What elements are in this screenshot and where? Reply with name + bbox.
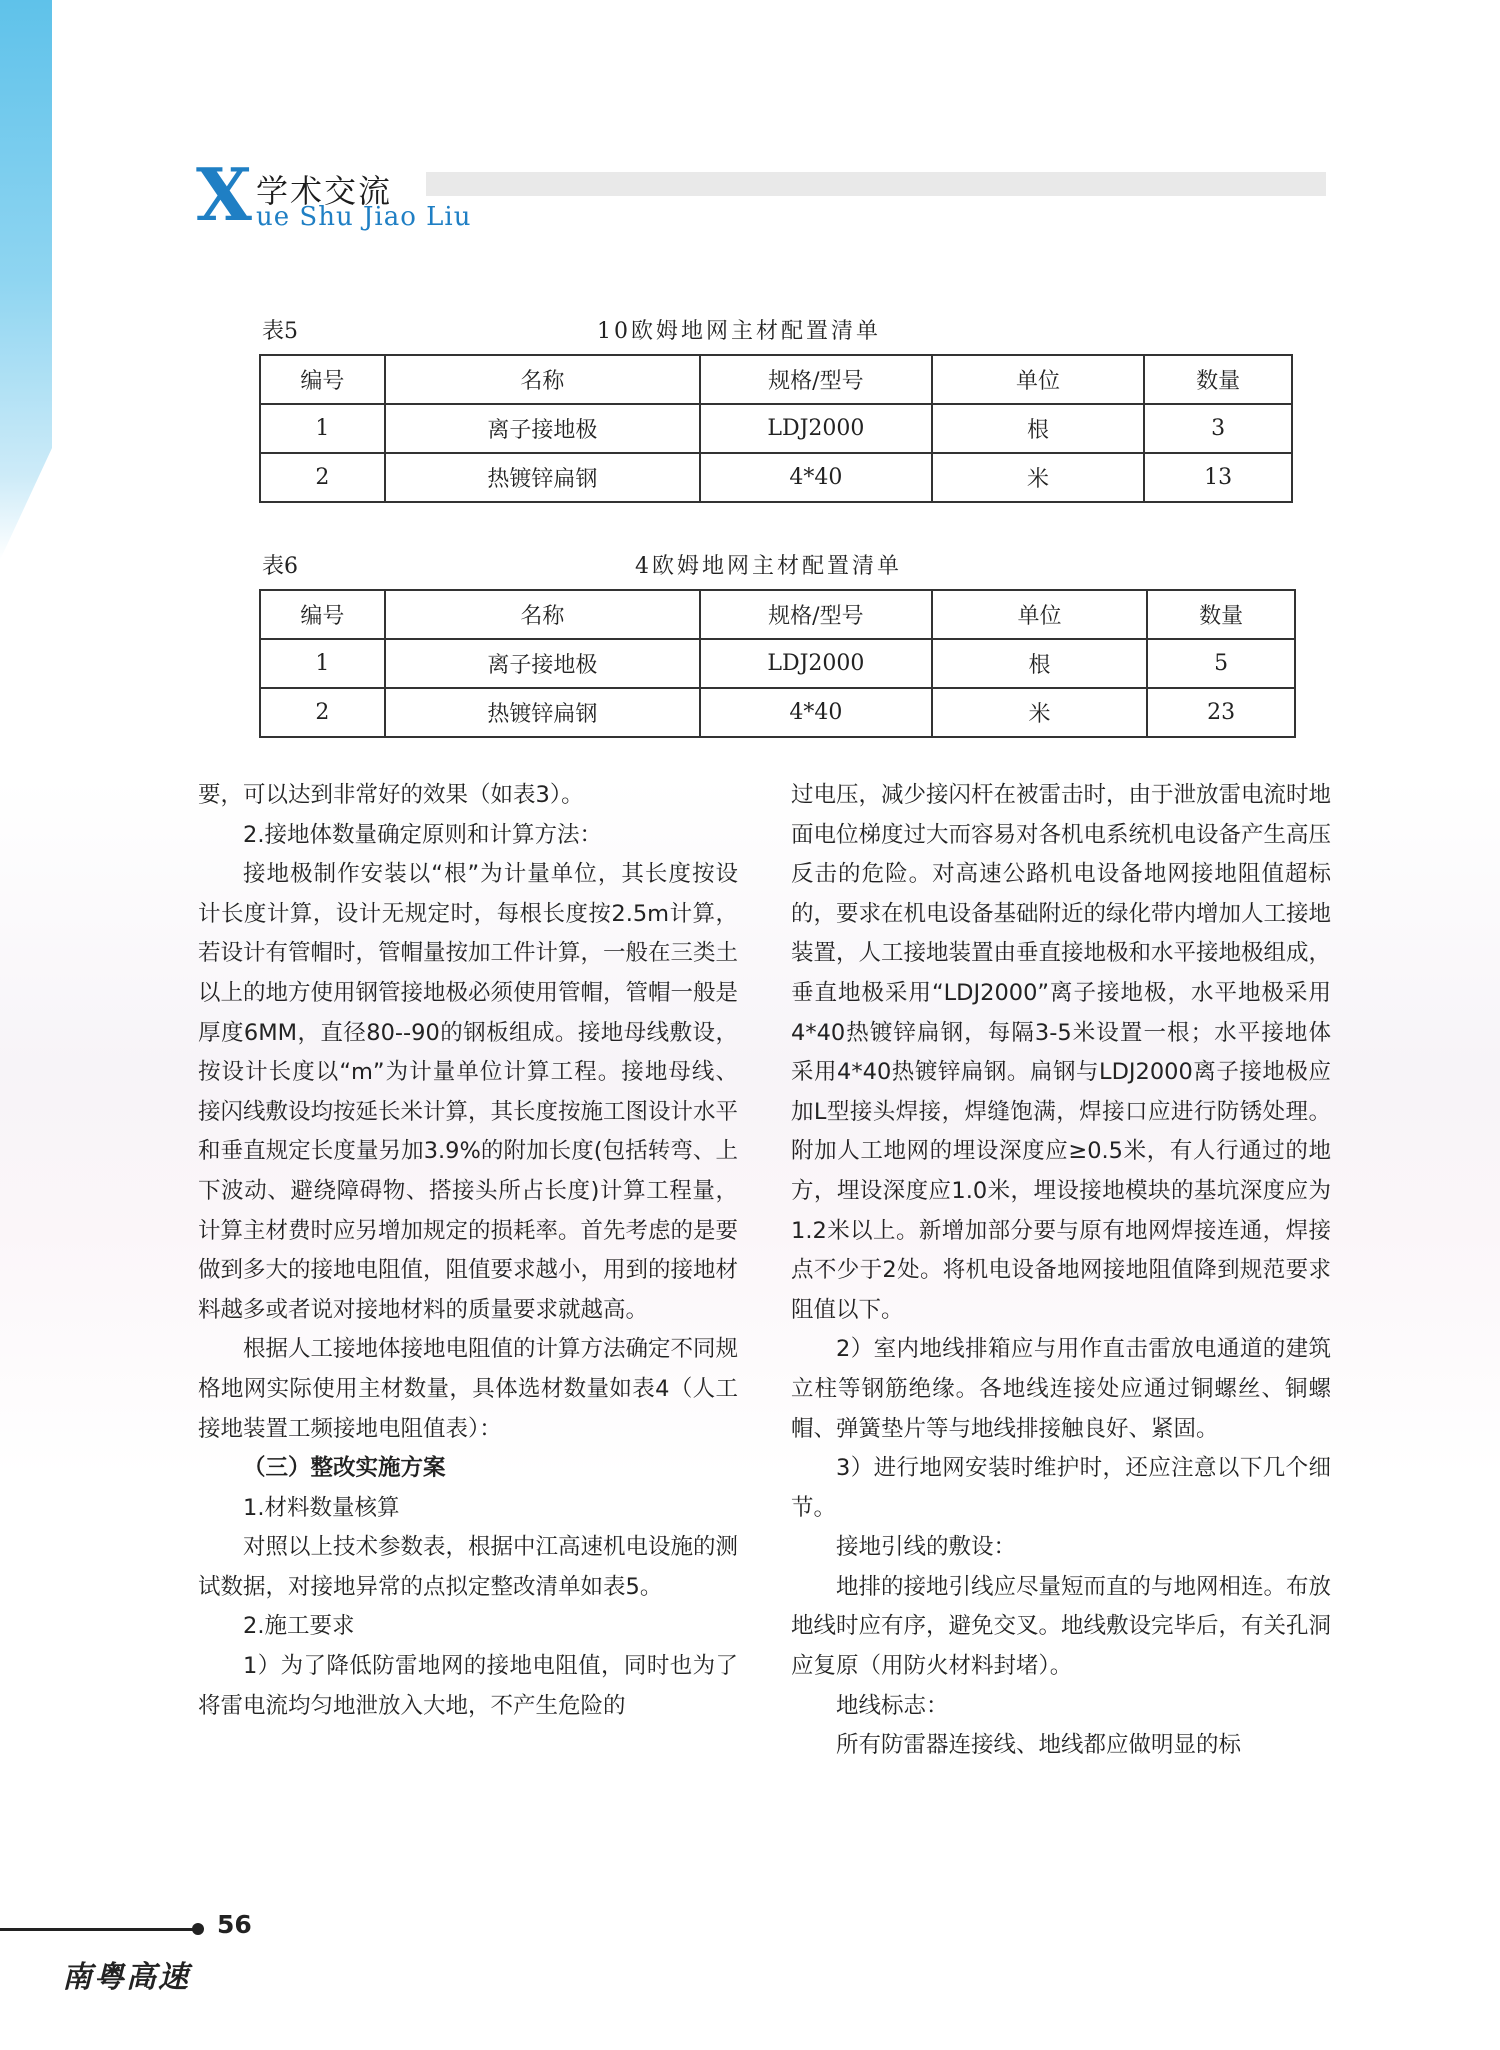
paragraph: 根据人工接地体接地电阻值的计算方法确定不同规格地网实际使用主材数量，具体选材数量如表4（人工接地装置工频接地电阻值表）： [198, 1336, 739, 1442]
table-cell: 根 [932, 639, 1148, 688]
header-cell: 单位 [932, 355, 1145, 404]
subheading: 1.材料数量核算 [243, 1494, 400, 1521]
table6-title: 4欧姆地网主材配置清单 [635, 554, 902, 579]
subheading: 2.接地体数量确定原则和计算方法： [243, 821, 602, 848]
paragraph: 要，可以达到非常好的效果（如表3）。 [198, 782, 584, 808]
table-cell: 热镀锌扁钢 [385, 453, 700, 502]
paragraph: 3）进行地网安装时维护时，还应注意以下几个细节。 [791, 1455, 1331, 1521]
header-cell: 单位 [932, 590, 1148, 639]
table-row [260, 453, 1292, 502]
table5-label: 表5 [262, 319, 298, 344]
section-header [196, 152, 1326, 237]
table-cell: 根 [932, 404, 1145, 453]
table-cell: 离子接地极 [385, 639, 700, 688]
table-cell: 米 [932, 453, 1145, 502]
header-title-cn: 学术交流 [256, 172, 393, 210]
table-cell: 23 [1147, 688, 1295, 737]
table6 [259, 589, 1296, 738]
subheading: 2.施工要求 [243, 1613, 355, 1640]
header-cell: 规格/型号 [700, 590, 932, 639]
header-cell: 数量 [1147, 590, 1295, 639]
side-accent-stripe [0, 0, 52, 560]
subheading: 地线标志： [836, 1692, 949, 1719]
table6-label: 表6 [262, 554, 298, 579]
footer-dot [192, 1923, 204, 1935]
header-cell: 规格/型号 [700, 355, 932, 404]
table-cell: 2 [260, 688, 385, 737]
table-cell: LDJ2000 [700, 639, 932, 688]
table5 [259, 354, 1293, 503]
header-initial: X [196, 152, 252, 237]
table5-title: 10欧姆地网主材配置清单 [597, 319, 881, 344]
section-heading: （三）整改实施方案 [243, 1455, 446, 1482]
footer-rule [0, 1928, 198, 1931]
table-cell: 热镀锌扁钢 [385, 688, 700, 737]
table-cell: 13 [1144, 453, 1292, 502]
header-cell: 名称 [385, 590, 700, 639]
table-cell: 1 [260, 404, 385, 453]
table-row [260, 404, 1292, 453]
table-cell: 3 [1144, 404, 1292, 453]
table-cell: 离子接地极 [385, 404, 700, 453]
page-number: 56 [217, 1910, 252, 1939]
table-row [260, 639, 1295, 688]
paragraph: 2）室内地线排箱应与用作直击雷放电通道的建筑立柱等钢筋绝缘。各地线连接处应通过铜螺丝、铜螺帽、弹簧垫片等与地线排接触良好、紧固。 [791, 1336, 1331, 1442]
table-cell: 2 [260, 453, 385, 502]
paragraph: 所有防雷器连接线、地线都应做明显的标 [836, 1732, 1242, 1759]
paragraph: 1）为了降低防雷地网的接地电阻值，同时也为了将雷电流均匀地泄放入大地，不产生危险的 [198, 1653, 738, 1719]
paragraph: 对照以上技术参数表，根据中江高速机电设施的测试数据，对接地异常的点拟定整改清单如表5。 [198, 1534, 739, 1600]
magazine-logo: 南粤高速 [62, 1960, 190, 1995]
subheading: 接地引线的敷设： [836, 1534, 1017, 1561]
header-cell: 名称 [385, 355, 700, 404]
header-cell: 编号 [260, 355, 385, 404]
table-header-row [260, 590, 1295, 639]
table-cell: 4*40 [700, 453, 932, 502]
table-cell: 1 [260, 639, 385, 688]
table-cell: 4*40 [700, 688, 932, 737]
header-title-en: ue Shu Jiao Liu [256, 202, 472, 232]
table-header-row [260, 355, 1292, 404]
table-cell: 米 [932, 688, 1148, 737]
header-cell: 数量 [1144, 355, 1292, 404]
paragraph: 接地极制作安装以“根”为计量单位，其长度按设计长度计算，设计无规定时，每根长度按2.5m计算，若设计有管帽时，管帽量按加工件计算，一般在三类土以上的地方使用钢管接地极必须使用管帽，管帽一般是厚度6MM，直径80--90的钢板组成。接地母线敷设，按设计长度以“m”为计量单位计算工程。接地母线、接闪线敷设均按延长米计算，其长度按施工图设计水平和垂直规定长度量另加3.9%的附加长度(包括转弯、上下波动、避绕障碍物、搭接头所占长度)计算工程量，计算主材费时应另增加规定的损耗率。首先考虑的是要做到多大的接地电阻值，阻值要求越小，用到的接地材料越多或者说对接地材料的质量要求就越高。 [198, 861, 739, 1323]
paragraph: 地排的接地引线应尽量短而直的与地网相连。布放地线时应有序，避免交叉。地线敷设完毕后，有关孔洞应复原（用防火材料封堵）。 [791, 1573, 1332, 1680]
body-left-column [198, 776, 738, 1726]
table-row [260, 688, 1295, 737]
table-cell: 5 [1147, 639, 1295, 688]
header-bar [426, 172, 1326, 196]
header-cell: 编号 [260, 590, 385, 639]
paragraph: 过电压，减少接闪杆在被雷击时，由于泄放雷电流时地面电位梯度过大而容易对各机电系统机电设备产生高压反击的危险。对高速公路机电设备地网接地阻值超标的，要求在机电设备基础附近的绿化带内增加人工接地装置，人工接地装置由垂直接地极和水平接地极组成，垂直地极采用“LDJ2000”离子接地极，水平地极采用4*40热镀锌扁钢，每隔3-5米设置一根；水平接地体采用4*40热镀锌扁钢。扁钢与LDJ2000离子接地极应加L型接头焊接，焊缝饱满，焊接口应进行防锈处理。附加人工地网的埋设深度应≥0.5米，有人行通过的地方，埋设深度应1.0米，埋设接地模块的基坑深度应为1.2米以上。新增加部分要与原有地网焊接连通，焊接点不少于2处。将机电设备地网接地阻值降到规范要求阻值以下。 [791, 782, 1332, 1323]
table-cell: LDJ2000 [700, 404, 932, 453]
body-right-column [791, 776, 1331, 1766]
